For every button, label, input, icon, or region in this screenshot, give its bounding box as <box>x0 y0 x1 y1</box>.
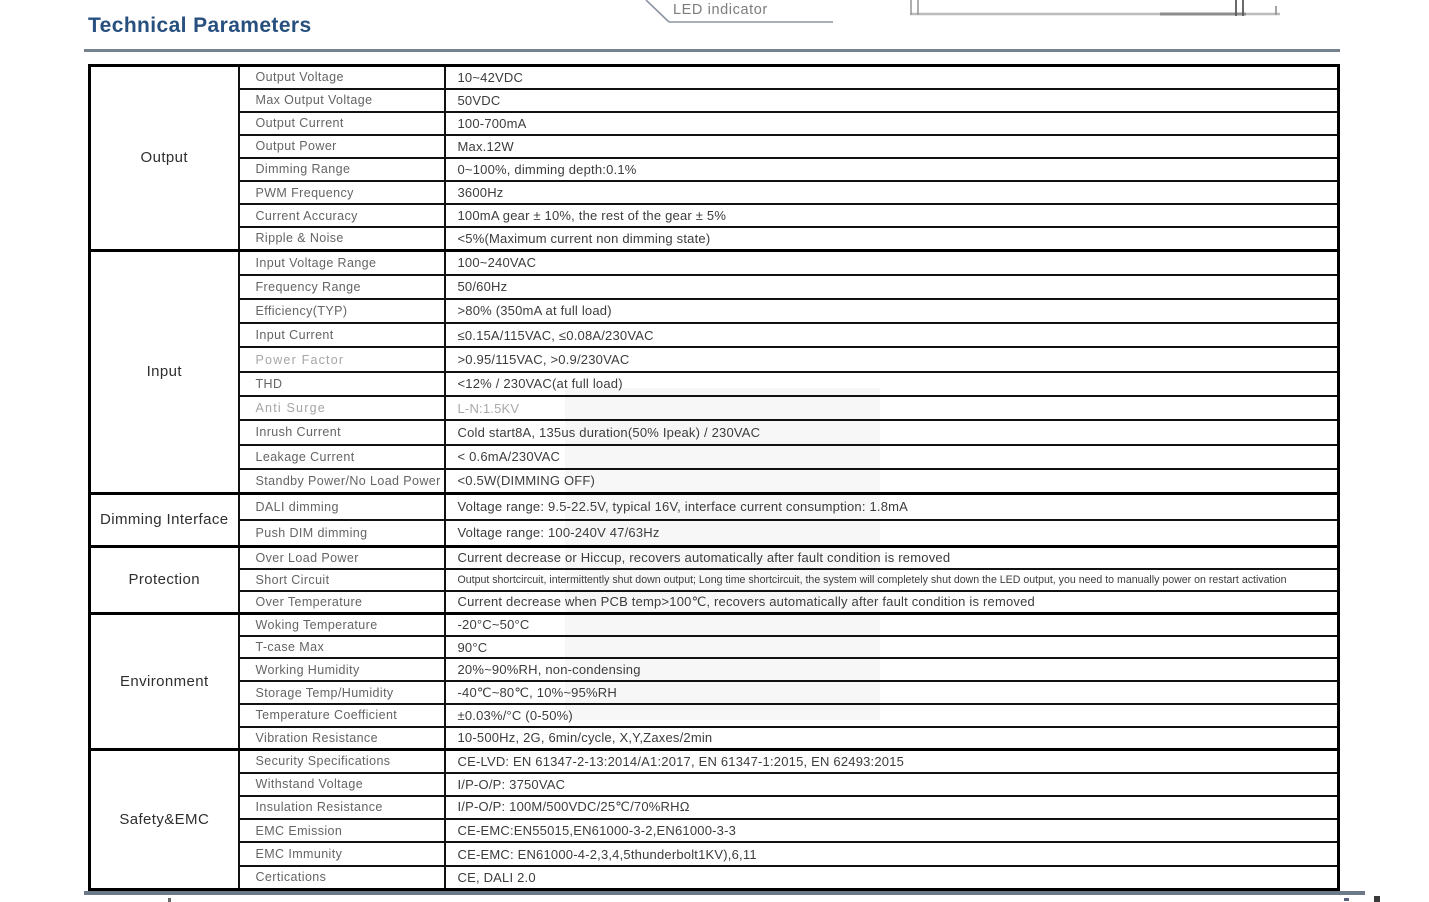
category-cell: Dimming Interface <box>90 493 239 546</box>
value-cell: <5%(Maximum current non dimming state) <box>445 227 1339 250</box>
value-cell: I/P-O/P: 100M/500VDC/25℃/70%RHΩ <box>445 796 1339 819</box>
table-row <box>90 372 1339 396</box>
param-cell: Input Voltage Range <box>239 250 445 274</box>
table-row <box>90 493 1339 520</box>
param-cell: Leakage Current <box>239 445 445 469</box>
param-cell: Temperature Coefficient <box>239 704 445 727</box>
table-row <box>90 89 1339 112</box>
value-cell: 50/60Hz <box>445 275 1339 299</box>
table-row <box>90 819 1339 842</box>
table-row <box>90 112 1339 135</box>
param-cell: Max Output Voltage <box>239 89 445 112</box>
value-cell: Output shortcircuit, intermittently shut down output; Long time shortcircuit, the system will completely shut down the LED output, you need to manually power on restart activation <box>445 569 1339 591</box>
table-row <box>90 396 1339 420</box>
table-row <box>90 796 1339 819</box>
led-indicator-label: LED indicator <box>673 2 768 18</box>
value-cell: -20°C~50°C <box>445 613 1339 636</box>
value-cell: 50VDC <box>445 89 1339 112</box>
param-cell: Frequency Range <box>239 275 445 299</box>
value-cell: 0~100%, dimming depth:0.1% <box>445 158 1339 181</box>
table-row <box>90 158 1339 181</box>
value-cell: 20%~90%RH, non-condensing <box>445 658 1339 681</box>
title-divider <box>84 49 1340 52</box>
category-cell: Input <box>90 250 239 493</box>
value-cell: <0.5W(DIMMING OFF) <box>445 469 1339 493</box>
table-row <box>90 135 1339 158</box>
value-cell: >0.95/115VAC, >0.9/230VAC <box>445 347 1339 371</box>
table-row <box>90 591 1339 613</box>
table-row <box>90 347 1339 371</box>
param-cell: Withstand Voltage <box>239 773 445 796</box>
value-cell: Voltage range: 100-240V 47/63Hz <box>445 520 1339 547</box>
param-cell: Output Power <box>239 135 445 158</box>
table-row <box>90 469 1339 493</box>
table-row <box>90 681 1339 704</box>
param-cell: Insulation Resistance <box>239 796 445 819</box>
category-cell: Protection <box>90 546 239 613</box>
table-row <box>90 227 1339 250</box>
value-cell: CE-EMC: EN61000-4-2,3,4,5thunderbolt1KV),6,11 <box>445 842 1339 865</box>
table-row <box>90 204 1339 227</box>
value-cell: 10~42VDC <box>445 66 1339 89</box>
param-cell: Input Current <box>239 323 445 347</box>
table-row <box>90 445 1339 469</box>
category-cell: Output <box>90 66 239 251</box>
table-row <box>90 420 1339 444</box>
param-cell: EMC Immunity <box>239 842 445 865</box>
param-cell: PWM Frequency <box>239 181 445 204</box>
param-cell: Over Temperature <box>239 591 445 613</box>
value-cell: Current decrease or Hiccup, recovers automatically after fault condition is removed <box>445 546 1339 568</box>
table-row <box>90 727 1339 750</box>
footer-text-fragment-right <box>1374 896 1380 902</box>
value-cell: ±0.03%/°C (0-50%) <box>445 704 1339 727</box>
value-cell: 100~240VAC <box>445 250 1339 274</box>
tech-table <box>88 64 1340 891</box>
param-cell: Push DIM dimming <box>239 520 445 547</box>
value-cell: Current decrease when PCB temp>100℃, recovers automatically after fault condition is removed <box>445 591 1339 613</box>
value-cell: -40℃~80℃, 10%~95%RH <box>445 681 1339 704</box>
param-cell: THD <box>239 372 445 396</box>
table-row <box>90 181 1339 204</box>
table-row <box>90 658 1339 681</box>
param-cell: Woking Temperature <box>239 613 445 636</box>
param-cell: Working Humidity <box>239 658 445 681</box>
value-cell: 100mA gear ± 10%, the rest of the gear ± 5% <box>445 204 1339 227</box>
table-row <box>90 546 1339 568</box>
value-cell: 3600Hz <box>445 181 1339 204</box>
param-cell: Over Load Power <box>239 546 445 568</box>
value-cell: Voltage range: 9.5-22.5V, typical 16V, interface current consumption: 1.8mA <box>445 493 1339 520</box>
table-row <box>90 569 1339 591</box>
param-cell: DALI dimming <box>239 493 445 520</box>
table-row <box>90 842 1339 865</box>
param-cell: Storage Temp/Humidity <box>239 681 445 704</box>
param-cell: Dimming Range <box>239 158 445 181</box>
footer-text-fragment-left <box>168 898 171 902</box>
param-cell: Efficiency(TYP) <box>239 299 445 323</box>
value-cell: < 0.6mA/230VAC <box>445 445 1339 469</box>
param-cell: Ripple & Noise <box>239 227 445 250</box>
table-row <box>90 299 1339 323</box>
value-cell: I/P-O/P: 3750VAC <box>445 773 1339 796</box>
tech-table-body <box>90 66 1339 890</box>
param-cell: Inrush Current <box>239 420 445 444</box>
table-row <box>90 704 1339 727</box>
value-cell: CE-EMC:EN55015,EN61000-3-2,EN61000-3-3 <box>445 819 1339 842</box>
param-cell: Output Voltage <box>239 66 445 89</box>
param-cell: EMC Emission <box>239 819 445 842</box>
table-row <box>90 275 1339 299</box>
value-cell: 100-700mA <box>445 112 1339 135</box>
value-cell: >80% (350mA at full load) <box>445 299 1339 323</box>
param-cell: Current Accuracy <box>239 204 445 227</box>
value-cell: Cold start8A, 135us duration(50% Ipeak) / 230VAC <box>445 420 1339 444</box>
table-row <box>90 520 1339 547</box>
value-cell: Max.12W <box>445 135 1339 158</box>
param-cell: Standby Power/No Load Power <box>239 469 445 493</box>
value-cell: L-N:1.5KV <box>445 396 1339 420</box>
param-cell: Vibration Resistance <box>239 727 445 750</box>
value-cell: ≤0.15A/115VAC, ≤0.08A/230VAC <box>445 323 1339 347</box>
table-row <box>90 613 1339 636</box>
callout-leader-diagonal <box>646 0 669 22</box>
param-cell: Power Factor <box>239 347 445 371</box>
footer-text-fragment-mid <box>1344 898 1349 901</box>
value-cell: CE, DALI 2.0 <box>445 866 1339 889</box>
category-cell: Environment <box>90 613 239 749</box>
param-cell: Anti Surge <box>239 396 445 420</box>
param-cell: T-case Max <box>239 636 445 659</box>
table-row <box>90 250 1339 274</box>
value-cell: 90°C <box>445 636 1339 659</box>
table-row <box>90 636 1339 659</box>
param-cell: Security Specifications <box>239 749 445 772</box>
page-title: Technical Parameters <box>88 14 312 37</box>
table-row <box>90 323 1339 347</box>
footer-divider <box>84 891 1365 895</box>
param-cell: Output Current <box>239 112 445 135</box>
value-cell: <12% / 230VAC(at full load) <box>445 372 1339 396</box>
value-cell: CE-LVD: EN 61347-2-13:2014/A1:2017, EN 61347-1:2015, EN 62493:2015 <box>445 749 1339 772</box>
table-row <box>90 749 1339 772</box>
value-cell: 10-500Hz, 2G, 6min/cycle, X,Y,Zaxes/2min <box>445 727 1339 750</box>
param-cell: Certications <box>239 866 445 889</box>
table-row <box>90 866 1339 889</box>
param-cell: Short Circuit <box>239 569 445 591</box>
category-cell: Safety&EMC <box>90 749 239 889</box>
table-row <box>90 773 1339 796</box>
table-row <box>90 66 1339 89</box>
